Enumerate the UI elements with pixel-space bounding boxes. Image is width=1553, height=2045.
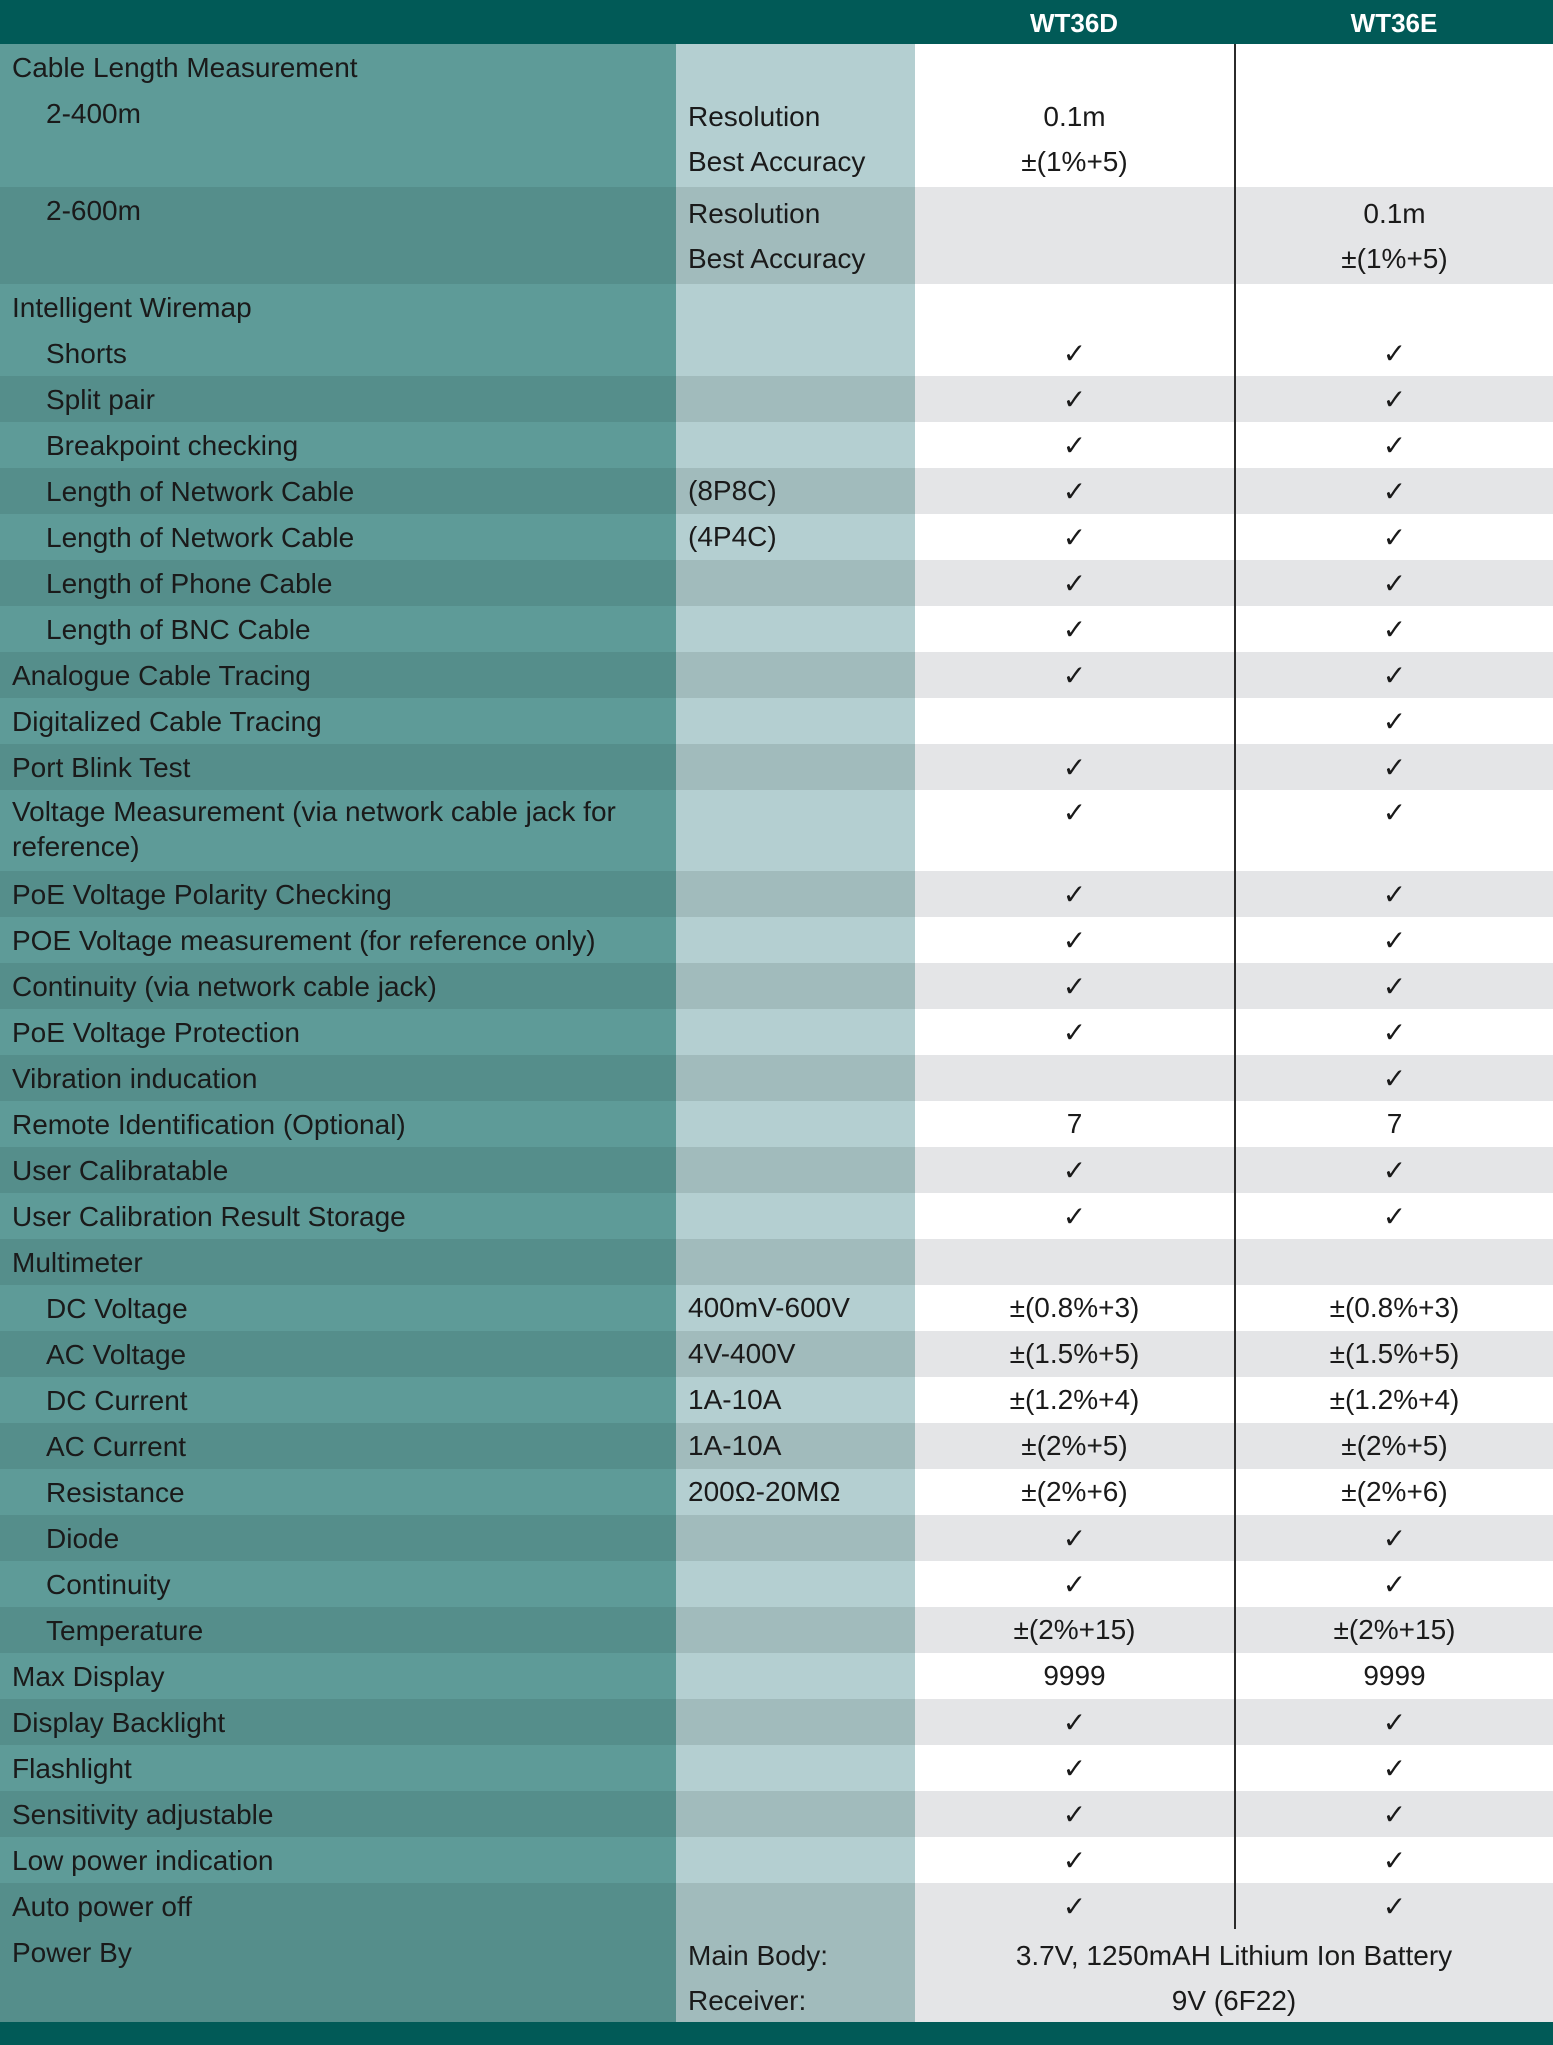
feature-row	[0, 1561, 1553, 1607]
value-d: ±(2%+6)	[915, 1469, 1235, 1515]
feature-row	[0, 1377, 1553, 1423]
value-e: ✓	[1235, 1791, 1553, 1837]
value-e: ✓	[1235, 1193, 1553, 1239]
value-e: ±(1.2%+4)	[1235, 1377, 1553, 1423]
feature-label: Digitalized Cable Tracing	[0, 698, 676, 744]
feature-label: Analogue Cable Tracing	[0, 652, 676, 698]
value-d-accuracy	[915, 236, 1234, 281]
value-d: 9999	[915, 1653, 1235, 1699]
feature-row	[0, 1147, 1553, 1193]
value-e: ✓	[1235, 514, 1553, 560]
feature-label: Vibration inducation	[0, 1055, 676, 1101]
feature-row	[0, 1469, 1553, 1515]
feature-row	[0, 514, 1553, 560]
value-e: 7	[1235, 1101, 1553, 1147]
feature-param	[676, 1561, 915, 1607]
feature-row	[0, 1607, 1553, 1653]
feature-label: User Calibration Result Storage	[0, 1193, 676, 1239]
value-e: ✓	[1235, 1837, 1553, 1883]
value-e: ✓	[1235, 652, 1553, 698]
value-e: ✓	[1235, 422, 1553, 468]
value-d: ✓	[915, 744, 1235, 790]
feature-row	[0, 1331, 1553, 1377]
feature-row	[0, 1745, 1553, 1791]
value-e: ±(2%+15)	[1235, 1607, 1553, 1653]
value-e: ✓	[1235, 790, 1553, 871]
feature-param	[676, 1239, 915, 1285]
param-best-accuracy: Best Accuracy	[688, 145, 866, 177]
feature-row	[0, 1193, 1553, 1239]
feature-param	[676, 1009, 915, 1055]
feature-label: DC Voltage	[0, 1285, 676, 1331]
value-e: ✓	[1235, 871, 1553, 917]
value-d	[915, 1239, 1235, 1285]
feature-param	[676, 1055, 915, 1101]
value-e: ±(0.8%+3)	[1235, 1285, 1553, 1331]
param-main-body: Main Body:	[688, 1939, 829, 1971]
param-resolution: Resolution	[688, 100, 821, 132]
value-main-body: 3.7V, 1250mAH Lithium Ion Battery	[1015, 1939, 1453, 1971]
value-d	[915, 698, 1235, 744]
value-e: ✓	[1235, 1009, 1553, 1055]
value-d: ✓	[915, 652, 1235, 698]
feature-param	[676, 1883, 915, 1929]
value-d: ✓	[915, 963, 1235, 1009]
value-e: ✓	[1235, 744, 1553, 790]
feature-label: Voltage Measurement (via network cable jack for reference)	[0, 790, 676, 871]
value-e-accuracy	[1236, 139, 1553, 184]
feature-param	[676, 1101, 915, 1147]
value-e-resolution: 0.1m	[1363, 197, 1426, 229]
value-d: ✓	[915, 1745, 1235, 1791]
feature-param	[676, 330, 915, 376]
feature-param	[676, 376, 915, 422]
feature-label: Breakpoint checking	[0, 422, 676, 468]
feature-row	[0, 1101, 1553, 1147]
feature-label: Length of Network Cable	[0, 514, 676, 560]
param-receiver: Receiver:	[688, 1984, 807, 2016]
feature-row	[0, 422, 1553, 468]
feature-row	[0, 1423, 1553, 1469]
feature-row	[0, 560, 1553, 606]
feature-label: PoE Voltage Protection	[0, 1009, 676, 1055]
feature-label: Flashlight	[0, 1745, 676, 1791]
value-d	[915, 1055, 1235, 1101]
value-receiver: 9V (6F22)	[1171, 1984, 1297, 2016]
section-wiremap	[0, 284, 1553, 330]
feature-param	[676, 1745, 915, 1791]
feature-label: Display Backlight	[0, 1699, 676, 1745]
feature-param	[676, 1791, 915, 1837]
feature-label: Low power indication	[0, 1837, 676, 1883]
feature-label: Intelligent Wiremap	[0, 284, 676, 330]
value-d: ±(2%+15)	[915, 1607, 1235, 1653]
value-d: ±(1.5%+5)	[915, 1331, 1235, 1377]
feature-param	[676, 698, 915, 744]
value-d: 7	[915, 1101, 1235, 1147]
value-d: ✓	[915, 514, 1235, 560]
header-wt36e: WT36E	[1350, 8, 1438, 38]
value-d: ✓	[915, 422, 1235, 468]
spec-table-body	[0, 44, 1553, 2026]
feature-param	[676, 1607, 915, 1653]
feature-row	[0, 1239, 1553, 1285]
feature-row	[0, 468, 1553, 514]
value-e: ±(1.5%+5)	[1235, 1331, 1553, 1377]
feature-label: 2-600m	[0, 187, 676, 284]
feature-label: Length of Network Cable	[0, 468, 676, 514]
feature-param: 200Ω-20MΩ	[676, 1469, 915, 1515]
feature-label: Length of BNC Cable	[0, 606, 676, 652]
feature-label: Continuity (via network cable jack)	[0, 963, 676, 1009]
value-d: ±(2%+5)	[915, 1423, 1235, 1469]
value-e: ✓	[1235, 560, 1553, 606]
value-e: ✓	[1235, 376, 1553, 422]
value-d: ✓	[915, 1791, 1235, 1837]
feature-label: Shorts	[0, 330, 676, 376]
value-d: ✓	[915, 330, 1235, 376]
feature-param	[676, 1653, 915, 1699]
value-e: ✓	[1235, 1055, 1553, 1101]
feature-param	[676, 606, 915, 652]
value-e: ✓	[1235, 698, 1553, 744]
feature-row	[0, 698, 1553, 744]
value-e: 9999	[1235, 1653, 1553, 1699]
feature-label: User Calibratable	[0, 1147, 676, 1193]
feature-label: Max Display	[0, 1653, 676, 1699]
feature-label: Remote Identification (Optional)	[0, 1101, 676, 1147]
param-best-accuracy: Best Accuracy	[688, 242, 866, 274]
value-e: ✓	[1235, 606, 1553, 652]
value-d: ±(0.8%+3)	[915, 1285, 1235, 1331]
value-d: ✓	[915, 871, 1235, 917]
feature-label: Length of Phone Cable	[0, 560, 676, 606]
value-e: ✓	[1235, 1699, 1553, 1745]
feature-param	[676, 871, 915, 917]
feature-param: 1A-10A	[676, 1423, 915, 1469]
feature-param	[676, 652, 915, 698]
voltage-measurement-row	[0, 790, 1553, 871]
value-e: ✓	[1235, 1561, 1553, 1607]
value-e: ✓	[1235, 1745, 1553, 1791]
feature-row	[0, 744, 1553, 790]
header-wt36d: WT36D	[1029, 8, 1119, 38]
param-resolution: Resolution	[688, 197, 821, 229]
feature-param	[676, 1515, 915, 1561]
feature-label: Sensitivity adjustable	[0, 1791, 676, 1837]
feature-row	[0, 652, 1553, 698]
feature-row	[0, 376, 1553, 422]
feature-param	[676, 963, 915, 1009]
feature-row	[0, 1285, 1553, 1331]
feature-label: Cable Length Measurement	[0, 44, 676, 90]
feature-label: Split pair	[0, 376, 676, 422]
feature-param: (4P4C)	[676, 514, 915, 560]
value-e: ±(2%+5)	[1235, 1423, 1553, 1469]
feature-row	[0, 606, 1553, 652]
value-d: ✓	[915, 468, 1235, 514]
feature-param	[676, 560, 915, 606]
value-d: ✓	[915, 606, 1235, 652]
range-400-row	[0, 90, 1553, 187]
value-d-accuracy: ±(1%+5)	[1021, 145, 1128, 177]
value-e: ✓	[1235, 330, 1553, 376]
value-d: ✓	[915, 1009, 1235, 1055]
feature-label: Continuity	[0, 1561, 676, 1607]
value-e: ✓	[1235, 917, 1553, 963]
value-e-resolution	[1236, 94, 1553, 139]
feature-row	[0, 917, 1553, 963]
value-d: ✓	[915, 917, 1235, 963]
feature-label: AC Voltage	[0, 1331, 676, 1377]
value-e-accuracy: ±(1%+5)	[1341, 242, 1448, 274]
value-d: ✓	[915, 1193, 1235, 1239]
value-d-resolution: 0.1m	[1043, 100, 1106, 132]
feature-row	[0, 1791, 1553, 1837]
feature-row	[0, 871, 1553, 917]
table-header	[0, 0, 1553, 44]
feature-param	[676, 422, 915, 468]
section-cable-length	[0, 44, 1553, 90]
feature-param	[676, 1193, 915, 1239]
feature-label: DC Current	[0, 1377, 676, 1423]
feature-param: 4V-400V	[676, 1331, 915, 1377]
value-e	[1235, 1239, 1553, 1285]
feature-param	[676, 1147, 915, 1193]
value-e: ±(2%+6)	[1235, 1469, 1553, 1515]
feature-param	[676, 1699, 915, 1745]
value-d: ✓	[915, 1561, 1235, 1607]
value-e: ✓	[1235, 1883, 1553, 1929]
feature-label: Auto power off	[0, 1883, 676, 1929]
feature-param	[676, 1837, 915, 1883]
feature-param	[676, 744, 915, 790]
table-footer	[0, 2022, 1553, 2045]
feature-row	[0, 1055, 1553, 1101]
value-d: ✓	[915, 560, 1235, 606]
feature-row	[0, 1515, 1553, 1561]
value-d: ✓	[915, 1699, 1235, 1745]
feature-label: Power By	[0, 1929, 676, 2026]
value-d: ✓	[915, 376, 1235, 422]
feature-label: 2-400m	[0, 90, 676, 187]
spec-table	[0, 44, 1553, 2026]
feature-param: 1A-10A	[676, 1377, 915, 1423]
feature-label: Temperature	[0, 1607, 676, 1653]
feature-label: Diode	[0, 1515, 676, 1561]
value-d: ±(1.2%+4)	[915, 1377, 1235, 1423]
feature-label: Port Blink Test	[0, 744, 676, 790]
feature-row	[0, 1699, 1553, 1745]
feature-param: (8P8C)	[676, 468, 915, 514]
feature-label: AC Current	[0, 1423, 676, 1469]
value-e: ✓	[1235, 1147, 1553, 1193]
value-d: ✓	[915, 1147, 1235, 1193]
feature-param: 400mV-600V	[676, 1285, 915, 1331]
value-e: ✓	[1235, 468, 1553, 514]
value-d: ✓	[915, 1883, 1235, 1929]
value-d: ✓	[915, 790, 1235, 871]
feature-label: Resistance	[0, 1469, 676, 1515]
feature-label: POE Voltage measurement (for reference only)	[0, 917, 676, 963]
value-d: ✓	[915, 1837, 1235, 1883]
feature-row	[0, 1653, 1553, 1699]
range-600-row	[0, 187, 1553, 284]
feature-row	[0, 1009, 1553, 1055]
value-d: ✓	[915, 1515, 1235, 1561]
value-e: ✓	[1235, 963, 1553, 1009]
feature-row	[0, 963, 1553, 1009]
feature-row	[0, 1883, 1553, 1929]
value-e: ✓	[1235, 1515, 1553, 1561]
feature-param	[676, 917, 915, 963]
feature-row	[0, 330, 1553, 376]
value-d-resolution	[915, 191, 1234, 236]
feature-label: PoE Voltage Polarity Checking	[0, 871, 676, 917]
feature-label: Multimeter	[0, 1239, 676, 1285]
feature-row	[0, 1837, 1553, 1883]
power-row	[0, 1929, 1553, 2026]
